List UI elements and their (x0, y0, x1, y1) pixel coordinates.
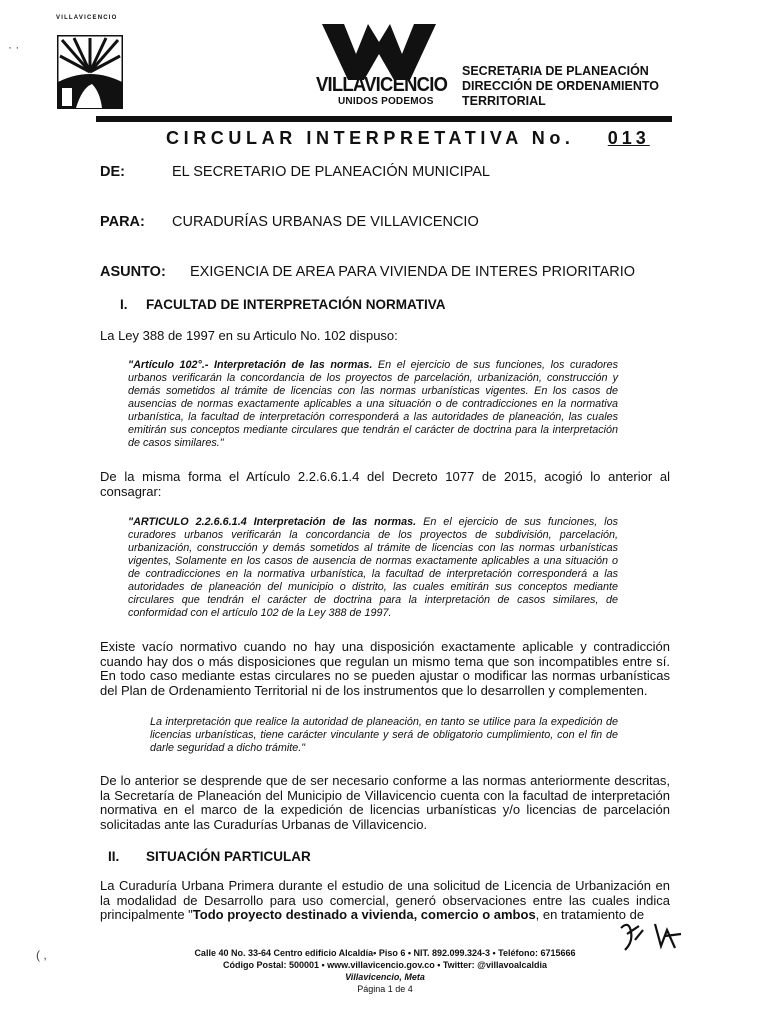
quote-3: La interpretación que realice la autoridad de planeación, en tanto se utilice para la expedición de licencias urbanísticas, tiene carácter vinculante y será de obligatorio cumplimiento, con el fin de darle seguridad a dicho trámite." (150, 716, 618, 754)
quote-1 (128, 359, 618, 450)
title-text: CIRCULAR INTERPRETATIVA No. (166, 128, 575, 148)
footer-contact: Código Postal: 500001 • www.villavicencio.gov.co • Twitter: @villavoalcaldia (222, 960, 547, 970)
section-1-number: I. (120, 297, 128, 312)
municipal-crest-icon (52, 32, 128, 112)
section-2-number: II. (108, 849, 120, 864)
department-line-2: DIRECCIÓN DE ORDENAMIENTO (462, 79, 660, 93)
margin-mark-lower: ( , (36, 948, 47, 962)
department-line-3: TERRITORIAL (462, 94, 546, 108)
quote-1-body: En el ejercicio de sus funciones, los curadores urbanos verificarán la concordancia de los proyectos de parcelación, urbanización, construcción y demás sometidos al trámite de licencias con las normas urbanísticas vigentes. En los casos de ausencias de normas exactamente aplicables a una situación o de contradicciones en la normativa urbanística, la facultad de interpretación corresponderá a las autoridades de planeación, las cuales emitirán sus conceptos mediante circulares que tendrán el carácter de doctrina para la interpretación de casos similares." (128, 359, 618, 449)
header-rule (96, 116, 672, 122)
brand-tagline: UNIDOS PODEMOS (338, 96, 434, 107)
paragraph-1: La Ley 388 de 1997 en su Articulo No. 102 dispuso: (100, 328, 398, 343)
paragraph-5-tail: , en tratamiento de (535, 907, 645, 922)
margin-mark: · · (8, 40, 20, 54)
de-value: EL SECRETARIO DE PLANEACIÓN MUNICIPAL (172, 164, 490, 180)
section-1-title: FACULTAD DE INTERPRETACIÓN NORMATIVA (146, 297, 446, 312)
para-label: PARA: (100, 214, 145, 230)
department-name (462, 64, 659, 109)
paragraph-3: Existe vacío normativo cuando no hay una disposición exactamente aplicable y contradicción cuando hay dos o más disposiciones que regulan un mismo tema que son incompatibles entre sí. En todo caso mediante estas circulares no se pueden ajustar o modificar las normas urbanísticas del Plan de Ordenamiento Territorial ni de los instrumentos que lo desarrollen y complementen. (100, 639, 670, 698)
paragraph-5-text: La Curaduría Urbana Primera durante el estudio de una solicitud de Licencia de Urbanización en la modalidad de Desarrollo para uso comercial, generó observaciones entre las cuales indica principalmente " (100, 878, 670, 922)
paragraph-5-emphasis: Todo proyecto destinado a vivienda, comercio o ambos (192, 907, 536, 922)
paragraph-2: De la misma forma el Artículo 2.2.6.6.1.4 del Decreto 1077 de 2015, acogió lo anterior al consagrar: (100, 469, 670, 499)
handwritten-initials-icon (615, 916, 695, 956)
brand-name: VILLAVICENCIO (316, 74, 448, 96)
circular-number: 013 (607, 128, 650, 148)
quote-1-heading: "Artículo 102°.- Interpretación de las normas. (128, 359, 373, 371)
quote-2 (128, 516, 618, 620)
footer (150, 947, 620, 995)
quote-2-heading: "ARTICULO 2.2.6.6.1.4 Interpretación de las normas. (128, 516, 417, 528)
department-line-1: SECRETARIA DE PLANEACIÓN (462, 64, 649, 78)
document-title (166, 128, 650, 149)
crest-caption: VILLAVICENCIO (56, 15, 118, 21)
asunto-value: EXIGENCIA DE AREA PARA VIVIENDA DE INTERES PRIORITARIO (190, 264, 636, 280)
asunto-label: ASUNTO: (100, 264, 166, 280)
page-number: Página 1 de 4 (357, 984, 413, 994)
section-2-title: SITUACIÓN PARTICULAR (146, 849, 311, 864)
paragraph-5 (100, 879, 670, 923)
para-value: CURADURÍAS URBANAS DE VILLAVICENCIO (172, 214, 479, 230)
footer-city: Villavicencio, Meta (345, 972, 425, 982)
de-label: DE: (100, 164, 125, 180)
quote-2-body: En el ejercicio de sus funciones, los curadores urbanos verificarán la concordancia de los proyectos de subdivisión, parcelación, urbanización, construcción y demás sometidos al trámite de licencias con las normas urbanísticas vigentes, Solamente en los casos de ausencia de normas exactamente aplicables a una situación o de contradicciones en la normativa urbanística, la facultad de interpretación corresponderá a las autoridades de planeación del municipio o distrito, las cuales emitirán sus conceptos mediante circulares que tendrán el carácter de doctrina para la interpretación de casos similares, de conformidad con el artículo 102 de la Ley 388 de 1997. (128, 516, 618, 619)
footer-address: Calle 40 No. 33-64 Centro edificio Alcaldía• Piso 6 • NIT. 892.099.324-3 • Teléfono: 6715666 (194, 948, 576, 958)
paragraph-4: De lo anterior se desprende que de ser necesario conforme a las normas anteriormente descritas, la Secretaría de Planeación del Municipio de Villavicencio cuenta con la facultad de interpretación normativa en el marco de la expedición de licencias urbanísticas y/o licencias de parcelación solicitadas ante las Curadurías Urbanas de Villavicencio. (100, 773, 670, 832)
